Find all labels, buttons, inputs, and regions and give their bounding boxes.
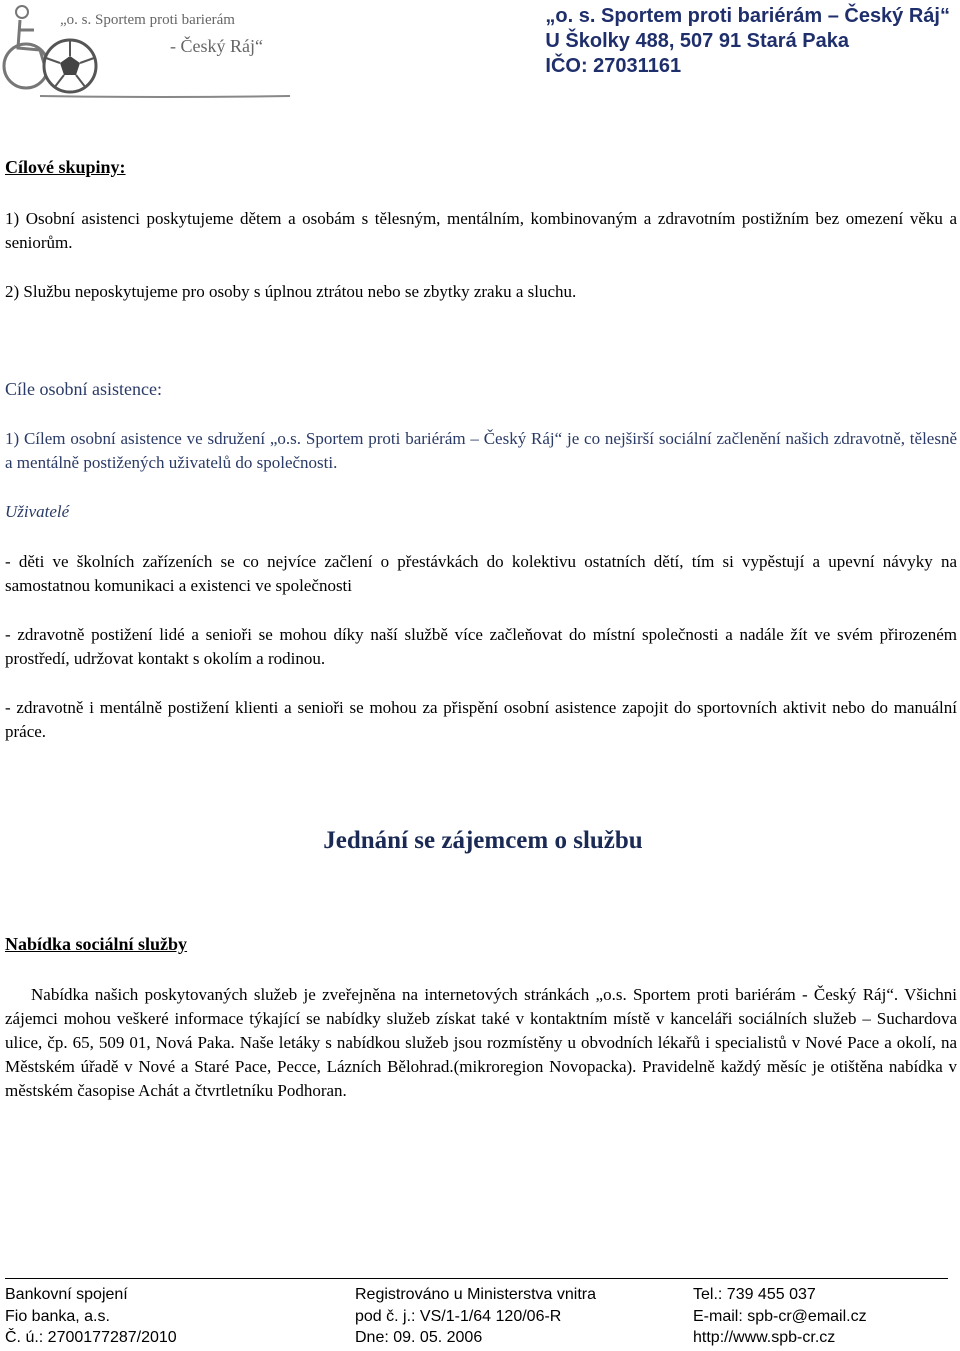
logo-graphic [0,0,300,108]
users-item-1: - děti ve školních zařízeních se co nejvíce začlení o přestávkách do kolektivu ostatních dětí, tím si vypěstují a upevní návyky na samostatnou komunikaci a existenci ve společnosti [5,552,957,595]
organization-header [545,4,950,79]
logo-text-region: - Český Ráj“ [170,36,263,56]
footer-registration [355,1284,596,1349]
users-item-2: - zdravotně postižení lidé a senioři se mohou díky naší službě více začleňovat do místní společnosti a nadále žít ve svém přirozeném prostředí, udržovat kontakt s okolím a rodinou. [5,625,957,668]
footer-website: http://www.spb-cr.cz [693,1329,836,1346]
offer-title: Nabídka sociální služby [5,934,188,954]
users-title: Uživatelé [5,502,70,521]
organization-address: U Školky 488, 507 91 Stará Paka [545,30,849,52]
logo-text-small: „o. s. Sportem proti barierám [60,12,235,28]
footer-registration-date: Dne: 09. 05. 2006 [355,1329,483,1346]
footer-registration-number: pod č. j.: VS/1-1/64 120/06-R [355,1307,562,1325]
footer-bank-account: Č. ú.: 2700177287/2010 [5,1329,177,1346]
footer-email: E-mail: spb-cr@email.cz [693,1307,867,1325]
footer-contact [693,1284,867,1349]
organization-id: IČO: 27031161 [545,55,682,77]
organization-name: „o. s. Sportem proti bariérám – Český Ráj“ [545,5,950,27]
goals-title: Cíle osobní asistence: [5,379,162,399]
organization-logo [0,0,300,108]
footer-bank-label: Bankovní spojení [5,1286,128,1303]
footer-divider [5,1278,948,1279]
target-group-item-2: 2) Službu neposkytujeme pro osoby s úplnou ztrátou nebo se zbytky zraku a sluchu. [5,282,577,301]
footer-phone: Tel.: 739 455 037 [693,1286,816,1303]
target-groups-title: Cílové skupiny: [5,157,126,177]
users-item-3: - zdravotně i mentálně postižení klienti a senioři se mohou za přispění osobní asistence zapojit do sportovních aktivit nebo do manuální práce. [5,698,957,741]
target-group-item-1: 1) Osobní asistenci poskytujeme dětem a osobám s tělesným, mentálním, kombinovaným a zdravotním postižním bez omezení věku a seniorům. [5,209,957,252]
footer-bank [5,1284,177,1349]
goals-item-1: 1) Cílem osobní asistence ve sdružení „o.s. Sportem proti bariérám – Český Ráj“ je co nejširší sociální začlenění našich zdravotně, tělesně a mentálně postižených uživatelů do společnosti. [5,429,957,472]
footer-registration-label: Registrováno u Ministerstva vnitra [355,1286,596,1303]
footer-bank-name: Fio banka, a.s. [5,1307,110,1325]
offer-text: Nabídka našich poskytovaných služeb je zveřejněna na internetových stránkách „o.s. Sportem proti bariérám - Český Ráj“. Všichni zájemci mohou veškeré informace týkající se nabídky služeb získat také v kontaktním místě v kanceláři sociálních služeb – Suchardova ulice, čp. 65, 509 01, Nová Paka. Naše letáky s nabídkou služeb jsou rozmístěny u obvodních lékařů i specialistů v Nové Pace a okolí, na Městském úřadě v Nové a Staré Pace, Pecce, Lázních Bělohrad.(mikroregion Novopacka). Pravidelně každý měsíc je otištěna nabídka v městském časopise Achát a čtvrtletníku Podhoran. [5,985,957,1100]
negotiation-title: Jednání se zájemcem o službu [323,827,643,854]
